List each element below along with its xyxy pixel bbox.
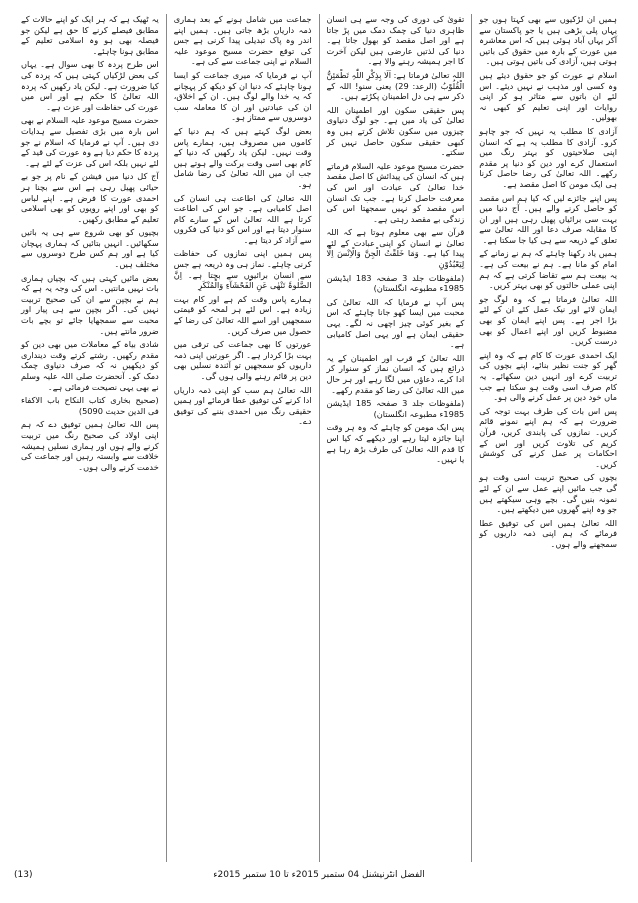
paragraph: بعض مائیں کہتی ہیں کہ بچیاں ہماری بات نہیں مانتیں۔ اس کی وجہ یہ ہے کہ ہم نے بچپن سے ان کی صحیح تربیت نہیں کی۔ اگر بچپن سے ہی پیار اور محبت سے سمجھایا جائے تو بچے بات ضرور مانتے ہیں۔ [21, 272, 159, 336]
reference: (صحیح بخاری کتاب النکاح باب الاکفاء فی الدین حدیث 5090) [21, 395, 159, 416]
paragraph: اللہ تعالیٰ فرماتا ہے کہ وہ لوگ جو ایمان لائے اور نیک عمل کئے ان کے لئے بڑا اجر ہے۔ پس اپنے ایمان کو بھی مضبوط کریں اور اپنے اعمال کو بھی درست کریں۔ [479, 293, 617, 347]
paragraph: پس اللہ تعالیٰ ہمیں توفیق دے کہ ہم اپنی اولاد کی صحیح رنگ میں تربیت کرنے والے ہوں اور ہماری نسلیں ہمیشہ خلافت سے وابستہ رہیں اور جماعت کی خدمت کرنے والی ہوں۔ [21, 419, 159, 472]
paragraph: اسلام نے عورت کو جو حقوق دیئے ہیں وہ کسی اور مذہب نے نہیں دیئے۔ اس لئے ان باتوں سے متاثر ہو کر اپنی روایات اور اپنی تعلیم کو کبھی نہ بھولیں۔ [479, 69, 617, 123]
paragraph: بچیوں کو بھی شروع سے ہی یہ باتیں سکھائیں۔ انہیں بتائیں کہ ہماری پہچان کیا ہے اور ہم کس طرح دوسروں سے مختلف ہیں۔ [21, 227, 159, 270]
paragraph: حضرت مسیح موعود علیہ السلام نے بھی اس بارہ میں بڑی تفصیل سے ہدایات دی ہیں۔ آپ نے فرمایا کہ اسلام نے جو پردہ کا حکم دیا ہے وہ عورت کی قید کے لئے نہیں بلکہ اس کی عزت کے لئے ہے۔ [21, 115, 159, 168]
paragraph: پس آپ نے فرمایا کہ اللہ تعالیٰ کی محبت میں ایسا کھو جانا چاہئے کہ اس کے بغیر کوئی چیز اچھی نہ لگے۔ یہی حقیقی ایمان ہے اور یہی اصل کامیابی ہے۔ [326, 296, 465, 350]
paragraph: اللہ تعالیٰ کی اطاعت ہی انسان کی اصل کامیابی ہے۔ جو اس کی اطاعت کرتا ہے اللہ تعالیٰ اس کے سارے کام سنوار دیتا ہے اور اس کو دنیا کی فکروں سے آزاد کر دیتا ہے۔ [173, 192, 312, 245]
paragraph: بچوں کی صحیح تربیت اسی وقت ہو گی جب مائیں اپنے عمل سے ان کے لئے نمونہ بنیں گی۔ بچے وہی سیکھتے ہیں جو وہ اپنے گھروں میں دیکھتے ہیں۔ [479, 472, 617, 515]
quran-verse: قرآن سے بھی معلوم ہوتا ہے کہ اللہ تعالیٰ نے انسان کو اپنی عبادت کے لئے پیدا کیا ہے۔ وَمَا خَلَقْتُ الْجِنَّ وَالْاِنْسَ اِلَّا لِیَعْبُدُوْنِ [326, 227, 465, 270]
column-4 [14, 14, 166, 862]
newspaper-page [14, 14, 624, 862]
paragraph: آج کل دنیا میں فیشن کے نام پر جو بے حیائی پھیل رہی ہے اس سے بچنا ہر احمدی عورت کا فرض ہے۔ اپنے لباس کو بھی اور اپنے رویوں کو بھی اسلامی تعلیم کے مطابق رکھیں۔ [21, 171, 159, 224]
reference: (ملفوظات جلد 3 صفحہ 185 ایڈیشن 1985ء مطبوعہ انگلستان) [326, 398, 465, 419]
column-2 [319, 14, 472, 862]
paragraph: اللہ تعالیٰ کے قرب اور اطمینان کے یہ ذرائع ہیں کہ انسان نماز کو سنوار کر ادا کرے، دعاؤں میں لگا رہے اور ہر حال میں اللہ تعالیٰ کی رضا کو مقدم رکھے۔ [326, 352, 465, 395]
paragraph: پس اپنے جائزے لیں کہ کیا ہم اس مقصد کو حاصل کرنے والے ہیں۔ آج دنیا میں بہت سی برائیاں پھیل رہی ہیں اور ان کا مقابلہ صرف دعا اور اللہ تعالیٰ سے تعلق کے ذریعہ سے ہی کیا جا سکتا ہے۔ [479, 192, 617, 245]
paragraph: جماعت میں شامل ہونے کے بعد ہماری ذمہ داریاں بڑھ جاتی ہیں۔ ہمیں اپنے اندر وہ پاک تبدیلی پیدا کرنی ہے جس کی توقع حضرت مسیح موعود علیہ السلام نے اپنی جماعت سے کی ہے۔ [173, 14, 312, 67]
paragraph: پس ہمیں اپنی نمازوں کی حفاظت کرنی چاہئے۔ نماز ہی وہ ذریعہ ہے جس سے انسان برائیوں سے بچتا ہے۔ اِنَّ الصَّلٰوۃَ تَنْھٰی عَنِ الْفَحْشَآءِ وَالْمُنْکَرِ [173, 248, 312, 291]
paragraph: عورتوں کا بھی جماعت کی ترقی میں بہت بڑا کردار ہے۔ اگر عورتیں اپنی ذمہ داریوں کو سمجھیں تو آئندہ نسلیں بھی دین پر قائم رہنے والی ہوں گی۔ [173, 339, 312, 381]
paragraph: اللہ تعالیٰ ہمیں اس کی توفیق عطا فرمائے کہ ہم اپنی ذمہ داریوں کو سمجھنے والے ہوں۔ [479, 517, 617, 549]
paragraph: ہمیں یاد رکھنا چاہئے کہ ہم نے زمانے کے امام کو مانا ہے۔ ہم نے بیعت کی ہے۔ یہ بیعت ہم سے تقاضا کرتی ہے کہ ہم اپنی عملی حالتوں کو بھی بہتر کریں۔ [479, 248, 617, 291]
paragraph: پس حقیقی سکون اور اطمینان اللہ تعالیٰ کی یاد میں ہے۔ جو لوگ دنیاوی چیزوں میں سکون تلاش کرتے ہیں وہ کبھی حقیقی سکون حاصل نہیں کر سکتے۔ [326, 104, 465, 158]
page-footer [14, 870, 624, 886]
paragraph: ہمیں ان لڑکیوں سے بھی کہتا ہوں جو یہاں پلی بڑھی ہیں یا جو پاکستان سے آکر یہاں آباد ہوئی ہیں کہ اس معاشرہ میں عورت کے بارہ میں حقوق کی باتیں ہوتی ہیں، آزادی کی باتیں ہوتی ہیں۔ [479, 14, 617, 67]
paragraph: ایک احمدی عورت کا کام ہے کہ وہ اپنے گھر کو جنت نظیر بنائے، اپنے بچوں کی تربیت کرے اور انہیں دین سکھائے۔ یہ کام صرف اسی وقت ہو سکتا ہے جب ماں خود دین پر عمل کرنے والی ہو۔ [479, 349, 617, 403]
paragraph: ہمارے پاس وقت کم ہے اور کام بہت زیادہ ہے۔ اس لئے ہر لمحہ کو قیمتی سمجھیں اور اسے اللہ تعالیٰ کی رضا کے حصول میں صرف کریں۔ [173, 293, 312, 336]
paragraph: حضرت مسیح موعود علیہ السلام فرماتے ہیں کہ انسان کی پیدائش کا اصل مقصد خدا تعالیٰ کی عبادت اور اس کی معرفت حاصل کرنا ہے۔ جب تک انسان اس مقصد کو نہیں سمجھتا اس کی زندگی بے مقصد رہتی ہے۔ [326, 160, 465, 224]
paragraph: اللہ تعالیٰ ہم سب کو اپنی ذمہ داریاں ادا کرنے کی توفیق عطا فرمائے اور ہمیں حقیقی رنگ میں احمدی بننے کی توفیق دے۔ [173, 384, 312, 427]
column-3 [166, 14, 319, 862]
paragraph: یہ ٹھیک ہے کہ ہر ایک کو اپنے حالات کے مطابق فیصلے کرنے کا حق ہے لیکن جو فیصلہ بھی ہو وہ اسلامی تعلیم کے مطابق ہونا چاہئے۔ [21, 14, 159, 56]
paragraph: اس طرح پردہ کا بھی سوال ہے۔ یہاں کی بعض لڑکیاں کہتی ہیں کہ پردہ کی کیا ضرورت ہے۔ لیکن یاد رکھیں کہ پردہ اللہ تعالیٰ کا حکم ہے اور اس میں عورت کی حفاظت اور عزت ہے۔ [21, 59, 159, 112]
reference: (ملفوظات جلد 3 صفحہ 183 ایڈیشن 1985ء مطبوعہ انگلستان) [326, 272, 465, 294]
paragraph: تقویٰ کی دوری کی وجہ سے ہی انسان ظاہری دنیا کی چمک دمک میں پڑ جاتا ہے اور اصل مقصد کو بھول جاتا ہے۔ دنیا کی لذتیں عارضی ہیں لیکن آخرت کا اجر ہمیشہ رہنے والا ہے۔ [326, 14, 465, 67]
column-1 [471, 14, 624, 862]
paragraph: بعض لوگ کہتے ہیں کہ ہم دنیا کے کاموں میں مصروف ہیں، ہمارے پاس وقت نہیں۔ لیکن یاد رکھیں کہ دنیا کے کام بھی اسی وقت برکت والے ہوتے ہیں جب ان میں اللہ تعالیٰ کی رضا شامل ہو۔ [173, 125, 312, 189]
paragraph: شادی بیاہ کے معاملات میں بھی دین کو مقدم رکھیں۔ رشتے کرتے وقت دینداری کو دیکھیں نہ کہ صرف دنیاوی چمک دمک کو۔ آنحضرت صلی اللہ علیہ وسلم نے بھی یہی نصیحت فرمائی ہے۔ [21, 339, 159, 392]
quran-verse: اللہ تعالیٰ فرماتا ہے: اَلَا بِذِکْرِ اللّٰہِ تَطْمَئِنُّ الْقُلُوْبُ (الرعد: 29) یعنی سنو! اللہ کے ذکر سے ہی دل اطمینان پکڑتے ہیں۔ [326, 69, 465, 102]
paragraph: آپ نے فرمایا کہ میری جماعت کو ایسا ہونا چاہئے کہ دنیا ان کو دیکھ کر پہچانے کہ یہ خدا والے لوگ ہیں۔ ان کے اخلاق، ان کی عبادتیں اور ان کا معاملہ سب دوسروں سے ممتاز ہو۔ [173, 69, 312, 123]
page-number: (13) [14, 870, 33, 880]
article-columns [14, 14, 624, 862]
paragraph: پس ایک مومن کو چاہئے کہ وہ ہر وقت اپنا جائزہ لیتا رہے اور دیکھے کہ کیا اس کا قدم اللہ تعالیٰ کی طرف بڑھ رہا ہے یا نہیں۔ [326, 422, 465, 465]
paragraph: آزادی کا مطلب یہ نہیں کہ جو چاہو کرو۔ آزادی کا مطلب یہ ہے کہ انسان اپنی صلاحیتوں کو بہتر رنگ میں استعمال کرے اور دین کو دنیا پر مقدم رکھے۔ اللہ تعالیٰ کی رضا حاصل کرنا ہی ایک مومن کا اصل مقصد ہے۔ [479, 125, 617, 189]
issue-date-line: الفضل انٹرنیشنل 04 ستمبر 2015ء تا 10 ستمبر 2015ء [213, 870, 425, 880]
paragraph: پس اس بات کی طرف بہت توجہ کی ضرورت ہے کہ ہم اپنے نمونے قائم کریں۔ نمازوں کی پابندی کریں، قرآن کریم کی تلاوت کریں اور اس کے احکامات پر عمل کرنے کی کوشش کریں۔ [479, 405, 617, 469]
